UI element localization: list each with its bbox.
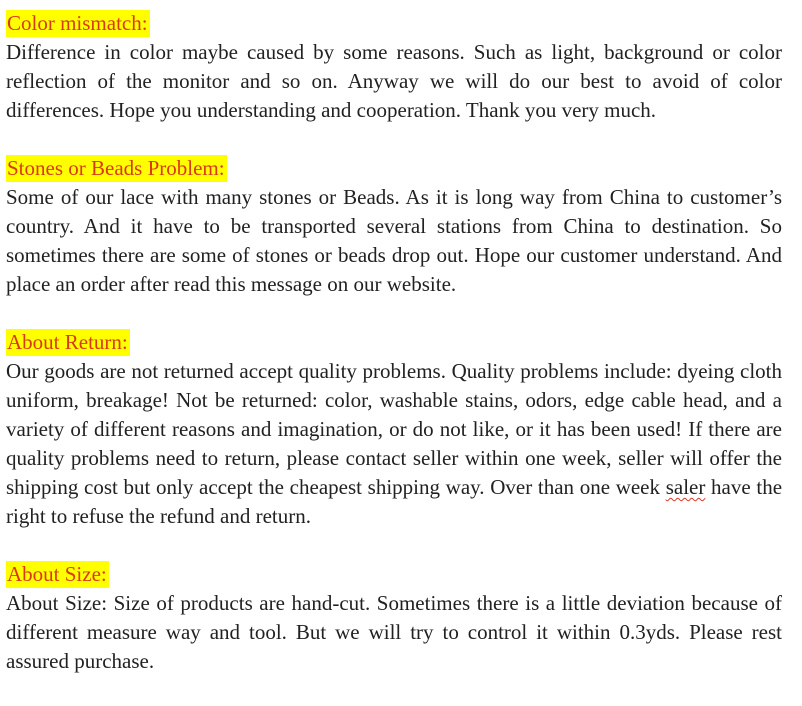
- highlighted-heading-text: Color mismatch:: [7, 11, 148, 35]
- return-policy-text-before: Our goods are not returned accept quality problems. Quality problems include: dyeing cloth uniform, breakage! Not be returned: color, washable stains, odors, edge cable head, and a variety of different reasons and imagination, or do not like, or it has been used! If there are quality problems need to return, please contact seller within one week, seller will offer the shipping cost but only accept the cheapest shipping way. Over than one week: [6, 359, 782, 499]
- section-about-return: [6, 328, 782, 531]
- section-stones-or-beads: [6, 154, 782, 299]
- section-color-mismatch: [6, 9, 782, 125]
- paragraph-about-size: About Size: Size of products are hand-cut. Sometimes there is a little deviation because of different measure way and tool. But we will try to control it within 0.3yds. Please rest assured purchase.: [6, 591, 782, 673]
- highlighted-heading-text: About Size:: [7, 562, 107, 586]
- section-heading-about-return: [6, 328, 782, 357]
- section-about-size: [6, 560, 782, 676]
- return-policy-text-after: have the right to refuse the refund and return.: [6, 475, 783, 528]
- highlighted-heading-text: About Return:: [7, 330, 128, 354]
- section-heading-stones-or-beads: [6, 154, 782, 183]
- section-heading-color-mismatch: [6, 9, 782, 38]
- section-heading-about-size: [6, 560, 782, 589]
- misspelled-word-saler: saler: [665, 475, 706, 499]
- paragraph-color-mismatch: Difference in color maybe caused by some reasons. Such as light, background or color reflection of the monitor and so on. Anyway we will do our best to avoid of color differences. Hope you understanding and cooperation. Thank you very much.: [6, 40, 782, 122]
- paragraph-stones-or-beads: Some of our lace with many stones or Beads. As it is long way from China to customer’s country. And it have to be transported several stations from China to destination. So sometimes there are some of stones or beads drop out. Hope our customer understand. And place an order after read this message on our website.: [6, 185, 782, 296]
- highlighted-heading-text: Stones or Beads Problem:: [7, 156, 225, 180]
- paragraph-about-return: [6, 357, 782, 531]
